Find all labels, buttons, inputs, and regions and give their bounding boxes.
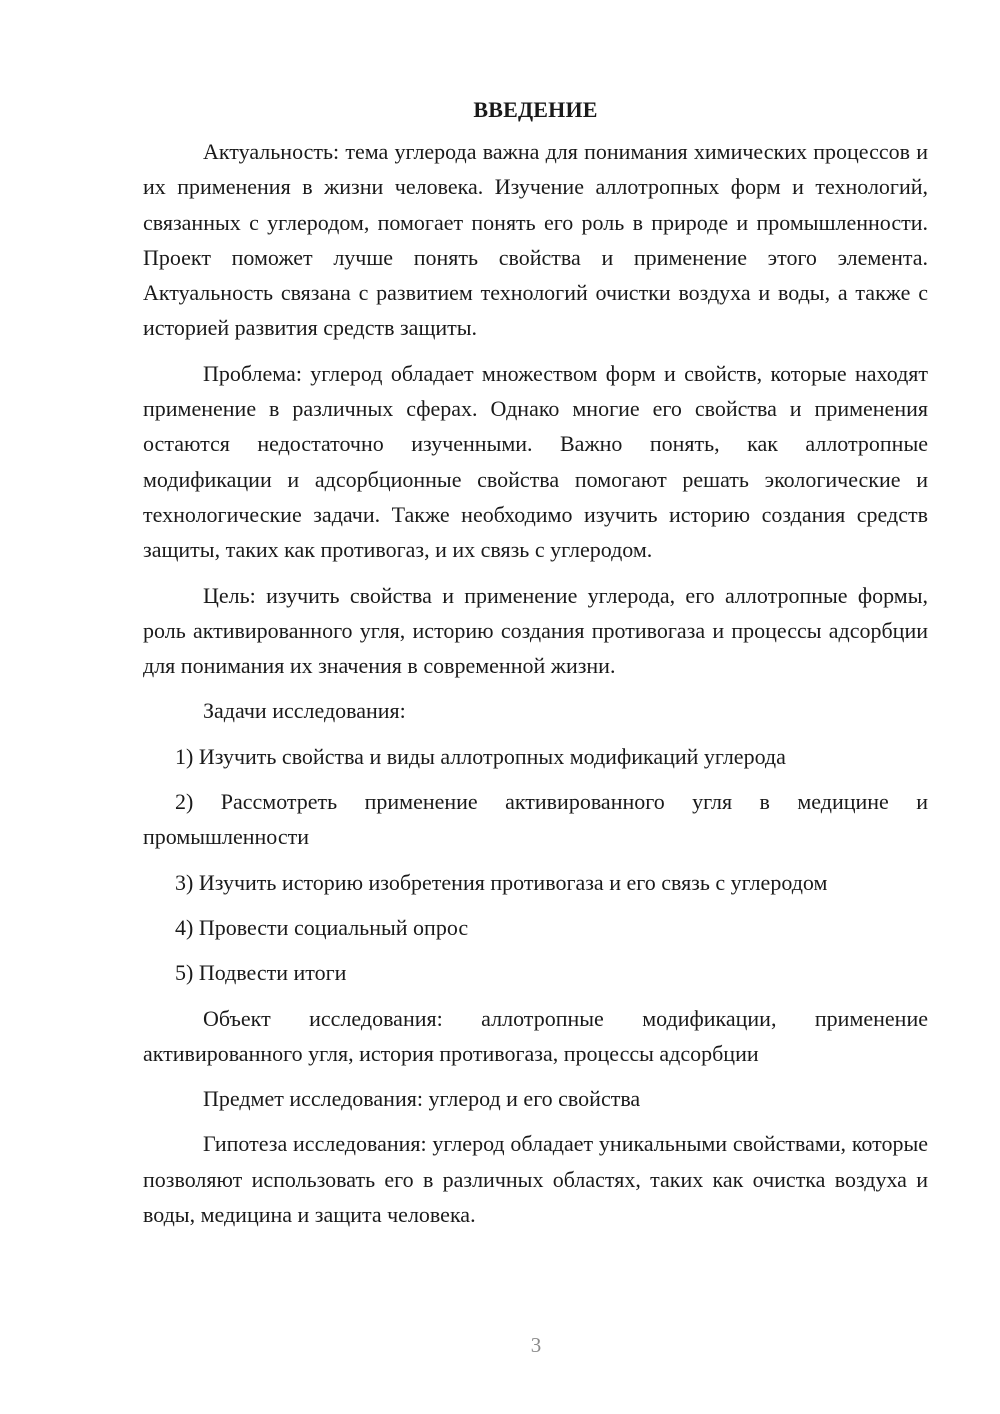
paragraph-goal: Цель: изучить свойства и применение углерода, его аллотропные формы, роль активированного угля, историю создания противогаза и процессы адсорбции для понимания их значения в современной жизни. (143, 582, 928, 679)
paragraph-relevance: Актуальность: тема углерода важна для понимания химических процессов и их применения в жизни человека. Изучение аллотропных форм и технологий, связанных с углеродом, помогает понять его роль в природе и промышленности. Проект поможет лучше понять свойства и применение этого элемента. Актуальность связана с развитием технологий очистки воздуха и воды, а также с историей развития средств защиты. (143, 139, 928, 341)
task-item-3: 3) Изучить историю изобретения противогаза и его связь с углеродом (175, 869, 828, 895)
page-number: 3 (530, 1333, 542, 1357)
task-item-1: 1) Изучить свойства и виды аллотропных модификаций углерода (175, 743, 786, 769)
task-item-4: 4) Провести социальный опрос (175, 914, 469, 940)
task-item-5: 5) Подвести итоги (175, 960, 347, 986)
paragraph-object: Объект исследования: аллотропные модификации, применение активированного угля, история противогаза, процессы адсорбции (143, 1005, 928, 1066)
paragraph-hypothesis: Гипотеза исследования: углерод обладает уникальными свойствами, которые позволяют использовать его в различных областях, таких как очистка воздуха и воды, медицина и защита человека. (143, 1131, 928, 1228)
tasks-heading: Задачи исследования: (203, 698, 406, 724)
document-page (143, 92, 928, 1242)
paragraph-problem: Проблема: углерод обладает множеством форм и свойств, которые находят применение в различных сферах. Однако многие его свойства и применения остаются недостаточно изученными. Важно понять, как аллотропные модификации и адсорбционные свойства помогают решать экологические и технологические задачи. Также необходимо изучить историю создания средств защиты, таких как противогаз, и их связь с углеродом. (143, 360, 928, 563)
page-title: ВВЕДЕНИЕ (473, 97, 598, 122)
paragraph-subject: Предмет исследования: углерод и его свойства (203, 1086, 641, 1112)
task-item-2: 2) Рассмотреть применение активированного угля в медицине и промышленности (143, 789, 928, 850)
